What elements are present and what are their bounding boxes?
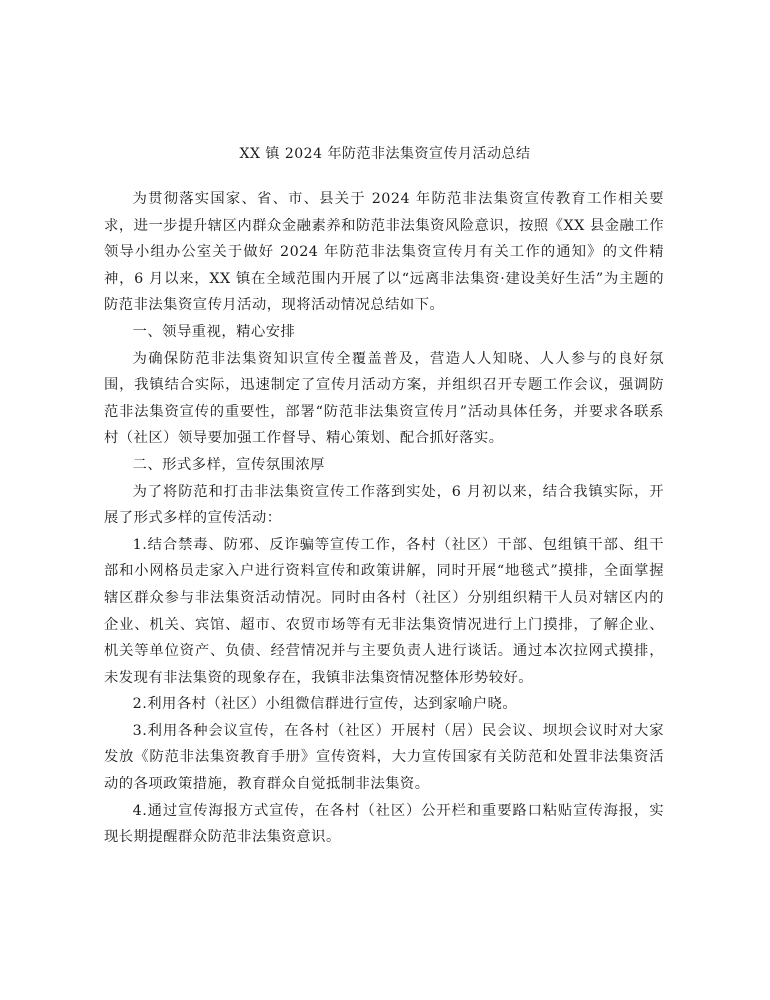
list-item: 1.结合禁毒、防邪、反诈骗等宣传工作，各村（社区）干部、包组镇干部、组干部和小网格员走家入户进行资料宣传和政策讲解，同时开展“地毯式”摸排，全面掌握辖区群众参与非法集资活动情况。同时由各村（社区）分别组织精干人员对辖区内的企业、机关、宾馆、超市、农贸市场等有无非法集资情况进行上门摸排，了解企业、机关等单位资产、负债、经营情况并与主要负责人进行谈话。通过本次拉网式摸排，未发现有非法集资的现象存在，我镇非法集资情况整体形势较好。 [104,536,664,686]
section-heading-1: 一、领导重视，精心安排 [132,323,296,340]
list-item: 2.利用各村（社区）小组微信群进行宣传，达到家喻户晓。 [132,696,518,713]
section-heading-2: 二、形式多样，宣传氛围浓厚 [132,456,325,473]
document-title: XX 镇 2024 年防范非法集资宣传月活动总结 [239,146,531,162]
document-body [104,186,664,851]
intro-paragraph: 为贯彻落实国家、省、市、县关于 2024 年防范非法集资宣传教育工作相关要求，进一步提升辖区内群众金融素养和防范非法集资风险意识，按照《XX 县金融工作领导小组办公室关于做好 2024 年防范非法集资宣传月有关工作的通知》的文件精神，6 月以来，XX 镇在全域范围内开展了以“远离非法集资·建设美好生活”为主题的防范非法集资宣传月活动，现将活动情况总结如下。 [104,191,664,314]
section-2-paragraph: 为了将防范和打击非法集资宣传工作落到实处，6 月初以来，结合我镇实际，开展了形式多样的宣传活动： [104,483,664,527]
list-item: 4.通过宣传海报方式宣传，在各村（社区）公开栏和重要路口粘贴宣传海报，实现长期提醒群众防范非法集资意识。 [104,802,664,846]
list-item: 3.利用各种会议宣传，在各村（社区）开展村（居）民会议、坝坝会议时对大家发放《防范非法集资教育手册》宣传资料，大力宣传国家有关防范和处置非法集资活动的各项政策措施，教育群众自觉抵制非法集资。 [104,722,664,793]
section-1-paragraph: 为确保防范非法集资知识宣传全覆盖普及，营造人人知晓、人人参与的良好氛围，我镇结合实际，迅速制定了宣传月活动方案，并组织召开专题工作会议，强调防范非法集资宣传的重要性，部署“防范非法集资宣传月”活动具体任务，并要求各联系村（社区）领导要加强工作督导、精心策划、配合抓好落实。 [104,350,664,447]
